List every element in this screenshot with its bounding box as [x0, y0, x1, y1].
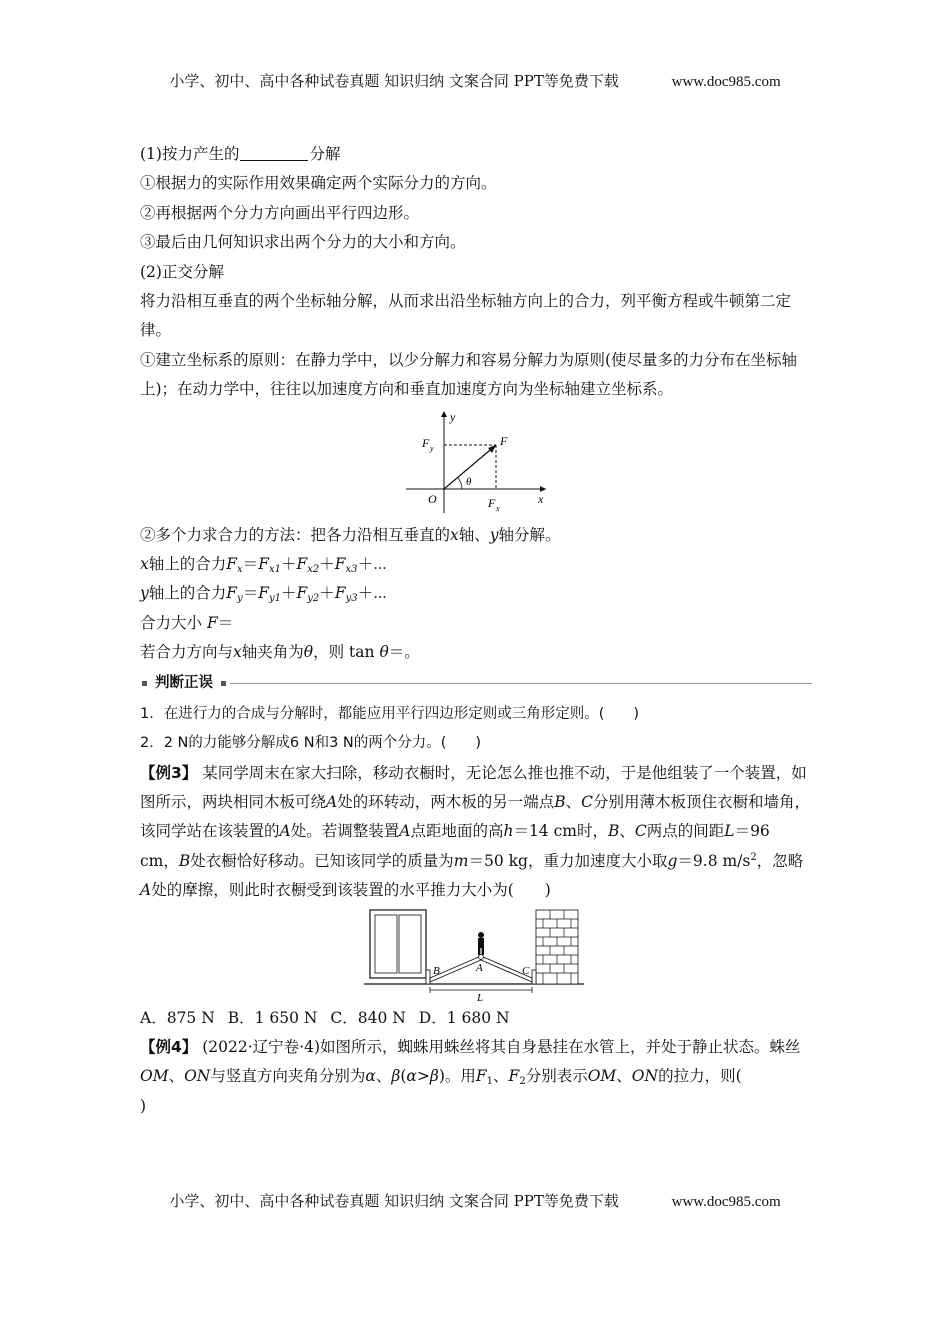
wardrobe [370, 910, 426, 978]
force-arrow-icon [488, 445, 496, 453]
divider-line [230, 683, 812, 684]
fy-sub: y [430, 443, 434, 453]
wardrobe-door [399, 915, 421, 973]
label-l: L [477, 991, 484, 1002]
board-b-pad [426, 970, 430, 984]
judge-item: 2．2 N的力能够分解成6 N和3 N的两个分力。( ) [140, 735, 482, 752]
page-footer [0, 1190, 950, 1211]
example-3: 【例3】 某同学周末在家大扫除，移动衣橱时，无论怎么推也推不动，于是他组装了一个装置，如图所示，两块相同木板可绕A处的环转动，两木板的另一端点B、C分别用薄木板顶住衣橱和墙角，该同学站在该装置的A处。若调整装置A点距地面的高h＝14 cm时，B、C两点的间距L＝96 cm，B处衣橱恰好移动。已知该同学的质量为m＝50 kg，重力加速度大小取g＝9.8 $m/s^2$，忽略A处的摩擦，则此时衣橱受到该装置的水平推力大小为( ) [140, 763, 811, 900]
s2-title: (2)正交分解 [140, 262, 224, 281]
header-text: 小学、初中、高中各种试卷真题 知识归纳 文案合同 PPT等免费下载 [169, 72, 619, 90]
s2-item2: ②多个力求合力的方法：把各力沿相互垂直的x轴、y轴分解。 [140, 525, 561, 544]
square-bullet-icon [221, 681, 226, 686]
example-4: 【例4】 (2022·辽宁卷·4)如图所示，蜘蛛用蛛丝将其自身悬挂在水管上，并处于静止状态。蛛丝OM、ON与竖直方向夹角分别为α、β(α>β)。用$F_1$、$F_2$分别表示OM、ON的拉力，则( ) [140, 1037, 801, 1115]
person-icon [478, 932, 484, 955]
s2-desc: 将力沿相互垂直的两个坐标轴分解，从而求出沿坐标轴方向上的合力，列平衡方程或牛顿第二定律。 [140, 292, 792, 340]
y-resultant-eq: y轴上的合力$F_y=F_{y1}+F_{y2}+F_{y3}+\cdots$ [140, 584, 388, 605]
x-resultant-eq: x轴上的合力$F_x=F_{x1}+F_{x2}+F_{x3}+\cdots$ [140, 555, 388, 576]
option-d[interactable]: D．1 680 N [418, 1008, 510, 1027]
fill-blank[interactable] [240, 144, 308, 161]
f-label: F [500, 433, 508, 448]
s1-item: ①根据力的实际作用效果确定两个实际分力的方向。 [140, 174, 497, 193]
section-divider [140, 672, 812, 696]
origin-label: O [428, 491, 437, 506]
s2-item1: ①建立坐标系的原则：在静力学中，以少分解力和容易分解力为原则(使尽量多的力分布在坐标轴上)；在动力学中，往往以加速度方向和垂直加速度方向为坐标轴建立坐标系。 [140, 350, 798, 399]
document-body [140, 140, 812, 1121]
pivot-ring [479, 954, 484, 959]
y-axis-arrow-icon [441, 411, 447, 417]
option-c[interactable]: C．840 N [330, 1008, 406, 1027]
force-decomposition-diagram [396, 407, 556, 519]
page-header [0, 70, 950, 91]
example-3-options [140, 1004, 812, 1033]
wardrobe-door [375, 915, 397, 973]
section-title: 判断正误 [155, 674, 213, 691]
s1-item: ②再根据两个分力方向画出平行四边形。 [140, 203, 420, 222]
header-site[interactable]: www.doc985.com [671, 74, 781, 90]
fx-label: F [488, 495, 496, 510]
label-b: B [433, 964, 440, 977]
s1-title: (1)按力产生的 分解 [140, 145, 341, 163]
fy-label: F [422, 435, 430, 450]
x-label: x [538, 491, 544, 506]
option-a[interactable]: A．875 N [140, 1008, 215, 1027]
s1-item: ③最后由几何知识求出两个分力的大小和方向。 [140, 233, 466, 252]
judge-item: 1．在进行力的合成与分解时，都能应用平行四边形定则或三角形定则。( ) [140, 705, 640, 722]
option-b[interactable]: B．1 650 N [227, 1008, 318, 1027]
magnitude-eq: 合力大小 F＝ [140, 613, 234, 632]
label-c: C [522, 964, 530, 977]
label-a: A [476, 961, 483, 974]
y-label: y [450, 409, 456, 424]
wardrobe-device-diagram [364, 908, 588, 1002]
footer-site[interactable]: www.doc985.com [671, 1194, 781, 1210]
fx-sub: x [496, 503, 500, 513]
square-bullet-icon [142, 681, 147, 686]
footer-text: 小学、初中、高中各种试卷真题 知识归纳 文案合同 PPT等免费下载 [169, 1192, 619, 1210]
board-c-pad [532, 970, 536, 984]
theta-arc [458, 478, 462, 489]
theta-label: θ [466, 475, 472, 488]
angle-eq: 若合力方向与x轴夹角为θ，则 tan θ＝。 [140, 643, 420, 662]
